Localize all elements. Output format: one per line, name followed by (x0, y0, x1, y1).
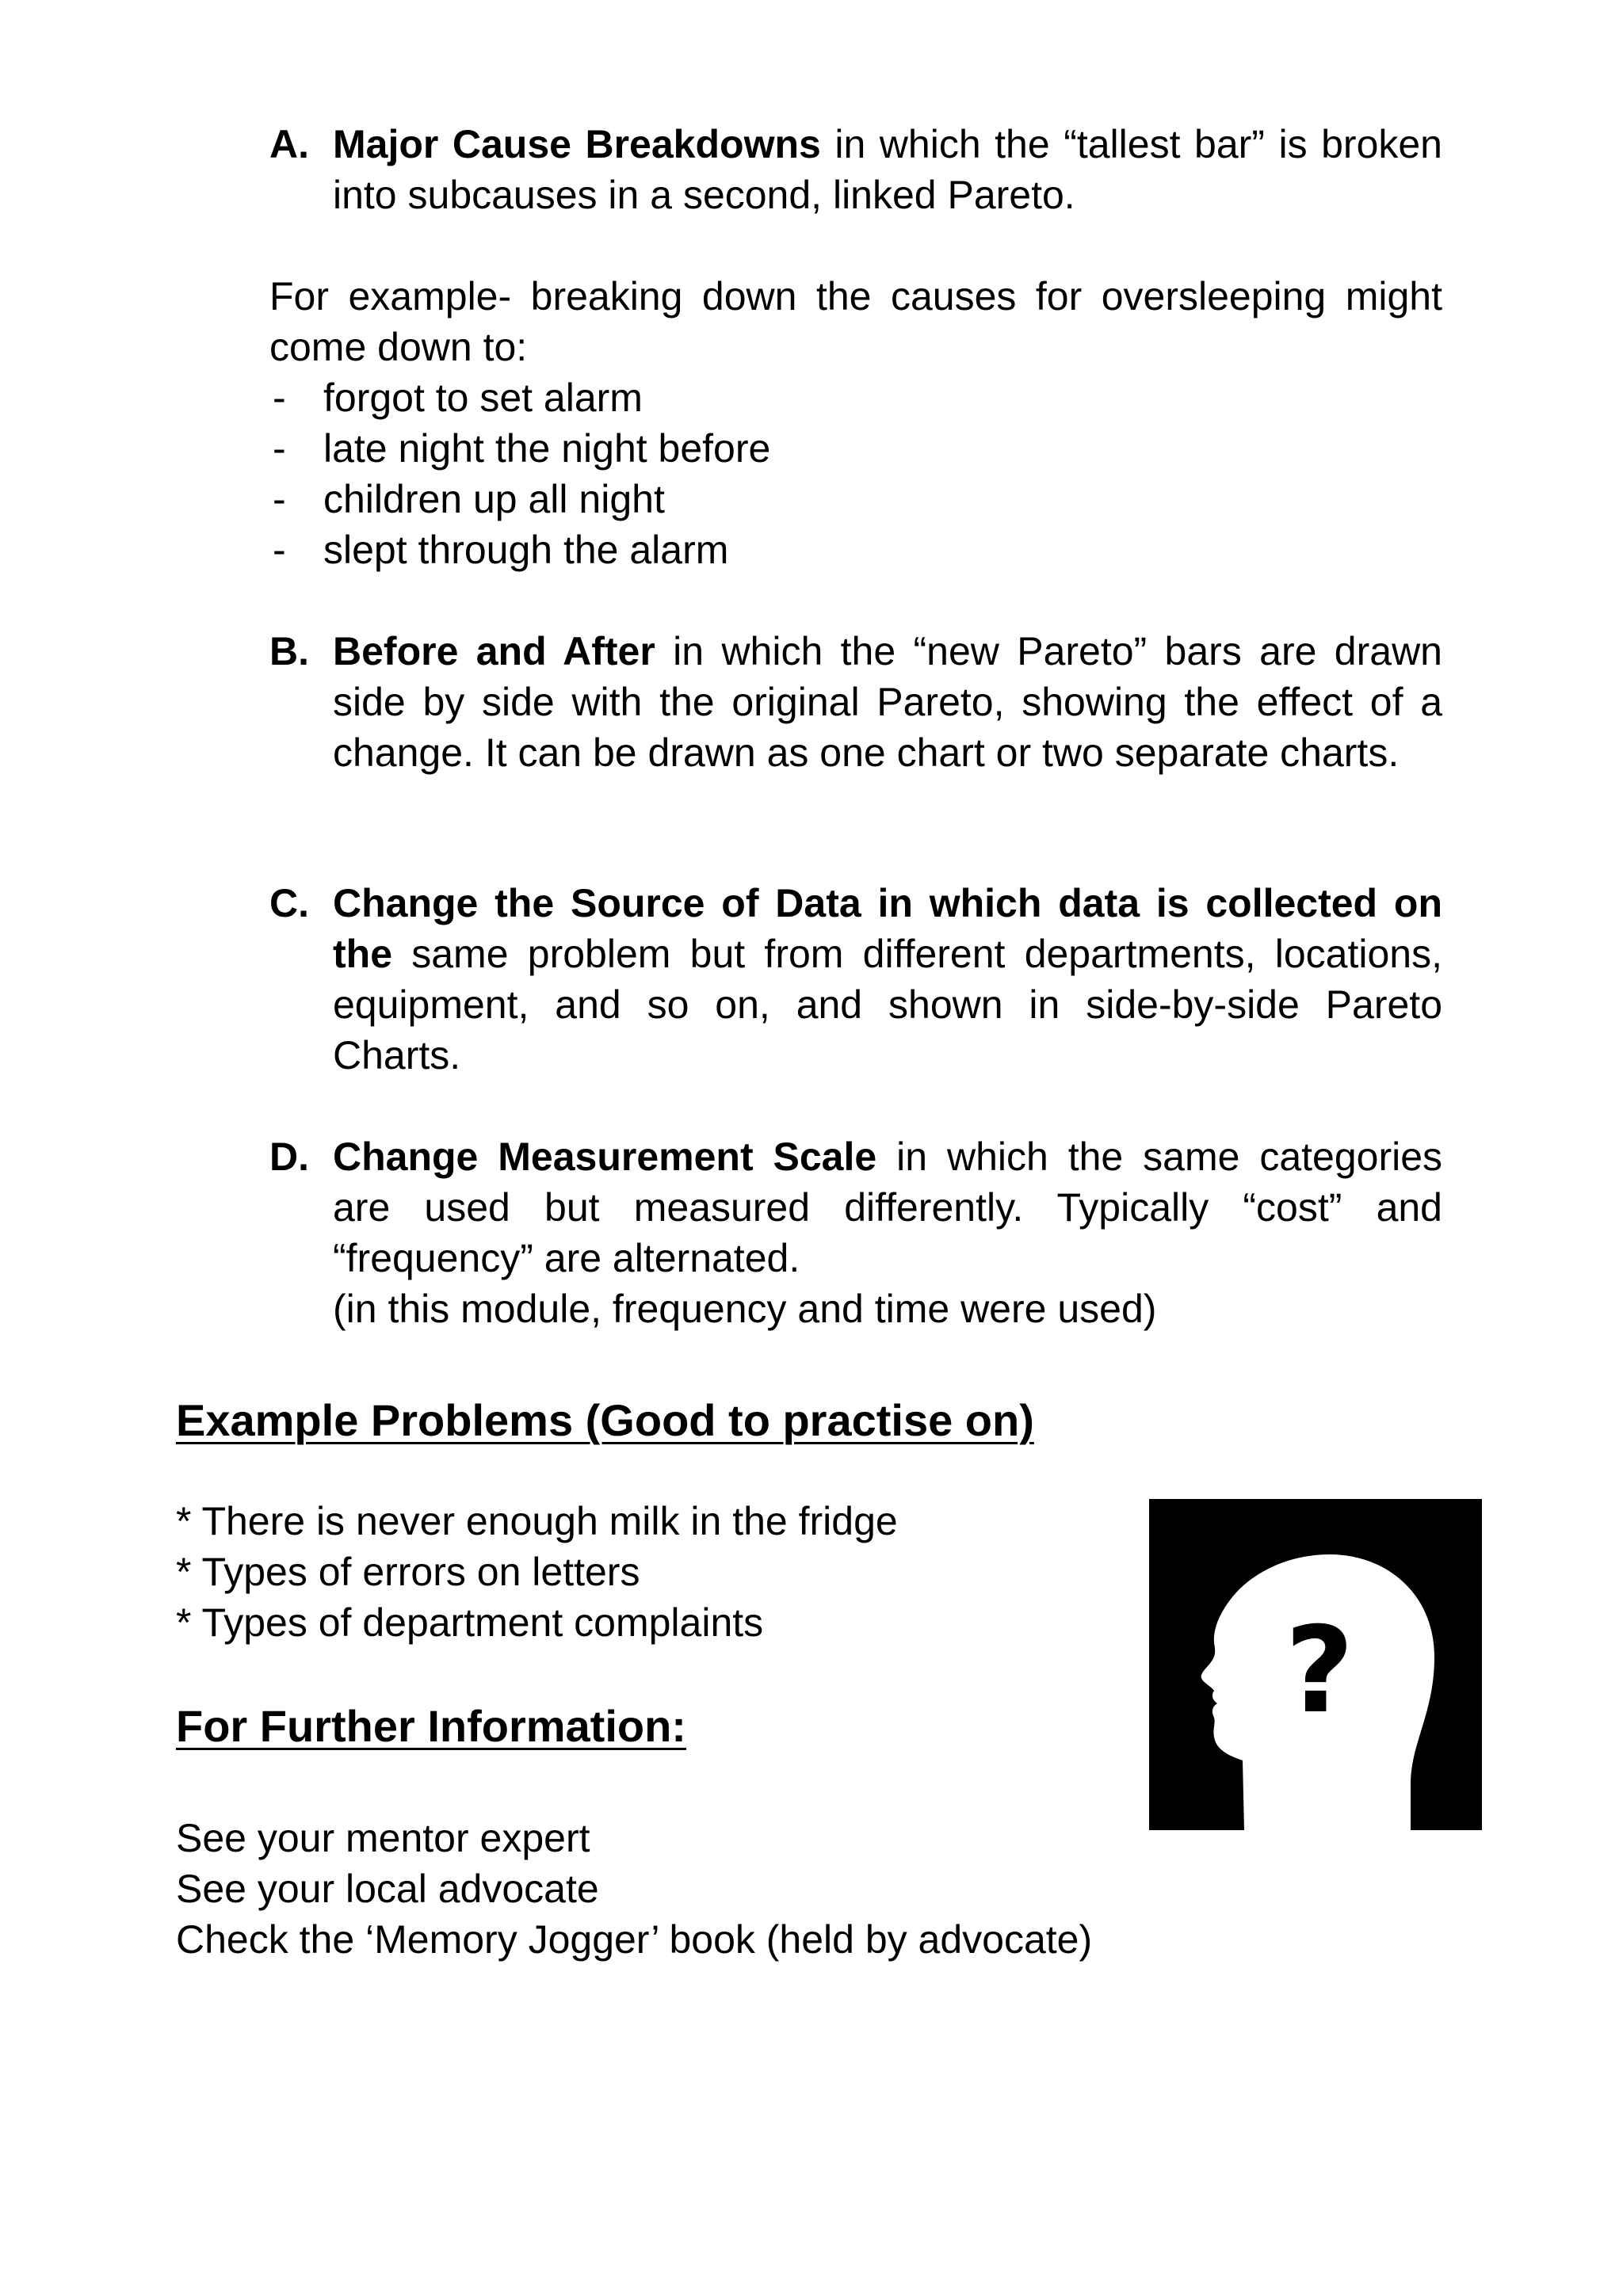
item-b (269, 626, 1442, 778)
item-d-text: in which the same categories are used but measured differently. Typically “cost” and “frequency” are alternated. (333, 1135, 1443, 1280)
item-a (269, 119, 1442, 220)
item-a-letter: A. (269, 122, 309, 166)
item-d-letter: D. (269, 1135, 309, 1179)
list-item: See your local advocate (176, 1867, 599, 1911)
item-d-note: (in this module, frequency and time were used) (333, 1287, 1157, 1331)
item-d-body (333, 1131, 1442, 1283)
list-item: * Types of department complaints (176, 1600, 764, 1645)
example-intro: For example- breaking down the causes for oversleeping might come down to: (269, 274, 1442, 369)
list-item: Check the ‘Memory Jogger’ book (held by advocate) (176, 1917, 1093, 1962)
item-b-title: Before and After (333, 629, 655, 673)
item-d-title: Change Measurement Scale (333, 1135, 877, 1179)
item-c-letter: C. (269, 881, 309, 925)
bullet-item: - forgot to set alarm (273, 376, 643, 420)
item-b-letter: B. (269, 629, 309, 673)
further-info-heading: For Further Information: (176, 1701, 686, 1751)
example-block (269, 271, 1442, 575)
item-c-body (333, 878, 1442, 1081)
list-item: * Types of errors on letters (176, 1550, 640, 1594)
list-item: * There is never enough milk in the fridge (176, 1499, 898, 1543)
item-c-title: Change the Source of Data in which data is collected on the (333, 881, 1442, 976)
bullet-item: - late night the night before (273, 426, 771, 471)
question-mark-glyph: ? (1285, 1602, 1354, 1740)
example-problems-heading: Example Problems (Good to practise on) (176, 1395, 1034, 1445)
head-question-mark-icon (1149, 1499, 1482, 1830)
item-a-body (333, 119, 1442, 220)
item-a-title: Major Cause Breakdowns (333, 122, 821, 166)
item-b-body (333, 626, 1442, 778)
item-b-text: in which the “new Pareto” bars are drawn side by side with the original Pareto, showing the effect of a change. It can be drawn as one chart or two separate charts. (333, 629, 1442, 775)
list-item: See your mentor expert (176, 1816, 590, 1860)
further-info-list (176, 1813, 1092, 1965)
example-bullets (269, 372, 1442, 575)
bullet-item: - slept through the alarm (273, 528, 729, 572)
item-a-text: in which the “tallest bar” is broken into subcauses in a second, linked Pareto. (333, 122, 1442, 217)
example-problems-list (176, 1496, 898, 1648)
item-c (269, 878, 1442, 1081)
item-d (269, 1131, 1442, 1334)
item-c-text: same problem but from different departments, locations, equipment, and so on, and shown in side-by-side Pareto Charts. (333, 932, 1442, 1077)
bullet-item: - children up all night (273, 477, 665, 521)
